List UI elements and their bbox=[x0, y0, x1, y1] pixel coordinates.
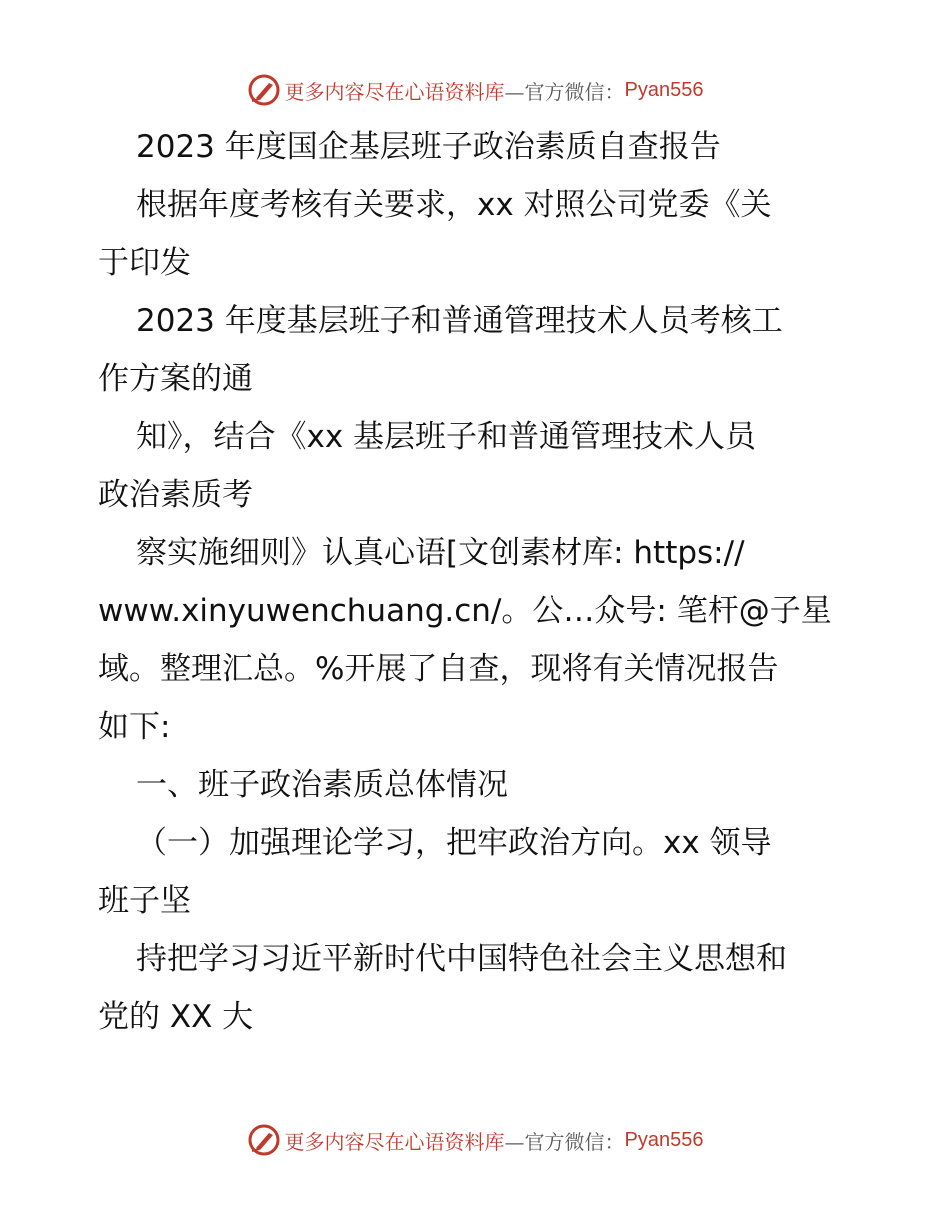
watermark-wechat-label: —官方微信： bbox=[504, 79, 625, 104]
watermark-wechat-id: Pyan556 bbox=[624, 78, 704, 101]
watermark-wechat-id: Pyan556 bbox=[624, 1128, 704, 1151]
watermark-wechat-label: —官方微信： bbox=[504, 1129, 625, 1154]
paragraph-line: 域。整理汇总。%开展了自查，现将有关情况报告 bbox=[98, 651, 779, 687]
paragraph-line: 党的 XX 大 bbox=[98, 999, 254, 1035]
paragraph-line: （一）加强理论学习，把牢政治方向。xx 领导 bbox=[136, 825, 772, 861]
paragraph-line: 持把学习习近平新时代中国特色社会主义思想和 bbox=[136, 941, 787, 977]
section-heading: 一、班子政治素质总体情况 bbox=[136, 767, 508, 803]
watermark-library-text: 更多内容尽在心语资料库 bbox=[284, 1129, 505, 1154]
paragraph-line: www.xinyuwenchuang.cn/。公…众号: 笔杆@子星 bbox=[98, 593, 832, 629]
header-watermark bbox=[0, 70, 950, 110]
document-title: 2023 年度国企基层班子政治素质自查报告 bbox=[136, 129, 721, 165]
watermark-library-text: 更多内容尽在心语资料库 bbox=[284, 79, 505, 104]
paragraph-line: 知》，结合《xx 基层班子和普通管理技术人员 bbox=[136, 419, 757, 455]
paragraph-line: 察实施细则》认真心语[文创素材库: https:// bbox=[136, 535, 745, 571]
quill-pen-logo-icon bbox=[247, 1123, 281, 1157]
quill-pen-logo-icon bbox=[247, 73, 281, 107]
paragraph-line: 政治素质考 bbox=[98, 477, 253, 513]
paragraph-line: 2023 年度基层班子和普通管理技术人员考核工 bbox=[136, 303, 783, 339]
paragraph-line: 于印发 bbox=[98, 245, 191, 281]
paragraph-line: 如下: bbox=[98, 709, 171, 745]
paragraph-line: 作方案的通 bbox=[98, 361, 253, 397]
footer-watermark bbox=[0, 1120, 950, 1160]
document-body bbox=[98, 118, 838, 1046]
paragraph-line: 班子坚 bbox=[98, 883, 191, 919]
paragraph-line: 根据年度考核有关要求，xx 对照公司党委《关 bbox=[136, 187, 772, 223]
